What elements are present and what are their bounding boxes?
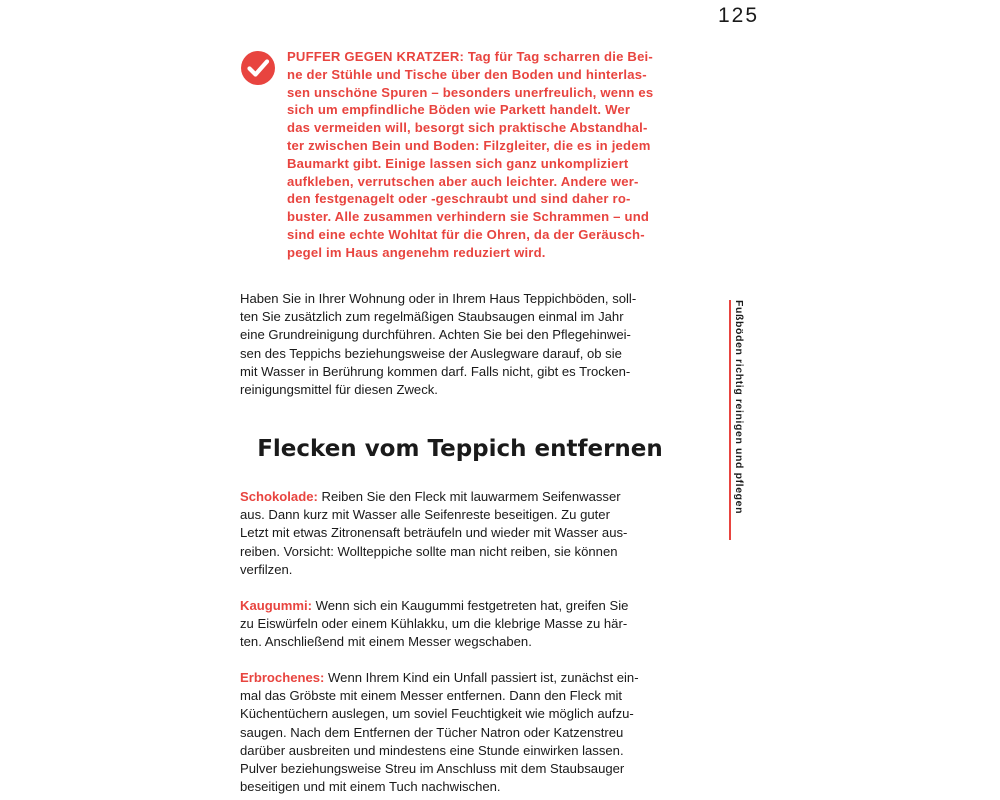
tip-line: pegel im Haus angenehm reduziert wird. [287,244,546,260]
intro-line: reinigungsmittel für diesen Zweck. [240,382,438,398]
entry-term: Kaugummi: [240,598,313,613]
tip-line: sen unschöne Spuren – besonders unerfreulich, wenn es [287,84,654,100]
tip-line: ter zwischen Bein und Boden: Filzgleiter, die es in jedem [287,137,651,153]
entry-line: Pulver beziehungsweise Streu im Anschluss mit dem Staubsauger [240,761,625,777]
entry-first-line [240,669,680,687]
intro-line: ten Sie zusätzlich zum regelmäßigen Staubsaugen einmal im Jahr [240,309,624,325]
entry-first-line [240,488,680,506]
entry-line: zu Eiswürfeln oder einem Kühlakku, um die klebrige Masse zu här- [240,616,628,632]
section-heading: Flecken vom Teppich entfernen [257,436,663,462]
tip-line: sich um empfindliche Böden wie Parkett handelt. Wer [287,102,631,118]
tip-line: sind eine echte Wohltat für die Ohren, da der Geräusch- [287,226,645,242]
intro-paragraph [240,290,680,399]
entry-first-line [240,597,680,615]
entry-line: mal das Gröbste mit einem Messer entfernen. Dann den Fleck mit [240,688,623,704]
intro-line: sen des Teppichs beziehungsweise der Auslegware darauf, ob sie [240,345,622,361]
tip-line: ne der Stühle und Tische über den Boden und hinterlas- [287,66,647,82]
entry-kaugummi [240,597,680,652]
tip-line: Baumarkt gibt. Einige lassen sich ganz unkompliziert [287,155,629,171]
page-number: 125 [718,4,760,27]
side-rule [729,300,731,540]
entry-line: verfilzen. [240,561,293,577]
entry-text: Wenn Ihrem Kind ein Unfall passiert ist, zunächst ein- [324,670,639,685]
chapter-side-label-text: Fußböden richtig reinigen und pflegen [733,300,745,515]
entry-erbrochenes [240,669,680,796]
tip-line: PUFFER GEGEN KRATZER: Tag für Tag scharren die Bei- [287,49,653,64]
tip-box [240,48,690,262]
entry-schokolade [240,488,680,579]
entry-line: ten. Anschließend mit einem Messer wegschaben. [240,634,532,650]
tip-line: das vermeiden will, besorgt sich praktische Abstandhal- [287,120,648,136]
intro-line: eine Grundreinigung durchführen. Achten Sie bei den Pflegehinwei- [240,327,631,343]
entry-line: reiben. Vorsicht: Wollteppiche sollte man nicht reiben, sie können [240,543,618,559]
chapter-side-label [733,300,747,540]
intro-line: Haben Sie in Ihrer Wohnung oder in Ihrem Haus Teppichböden, soll- [240,291,637,306]
entry-line: aus. Dann kurz mit Wasser alle Seifenreste beseitigen. Zu guter [240,507,610,523]
tip-line: den festgenagelt oder -geschraubt und sind daher ro- [287,191,631,207]
entry-line: beseitigen und mit einem Tuch nachwischen. [240,779,501,795]
entry-text: Wenn sich ein Kaugummi festgetreten hat, greifen Sie [312,598,629,613]
entry-text: Reiben Sie den Fleck mit lauwarmem Seifenwasser [317,489,621,504]
tip-line: buster. Alle zusammen verhindern sie Schrammen – und [287,209,650,225]
entry-line: Letzt mit etwas Zitronensaft beträufeln und wieder mit Wasser aus- [240,525,628,541]
intro-line: mit Wasser in Berührung kommen darf. Falls nicht, gibt es Trocken- [240,363,631,379]
entry-term: Schokolade: [240,489,318,504]
tip-text [287,48,682,262]
entry-line: Küchentüchern auslegen, um soviel Feuchtigkeit wie möglich aufzu- [240,706,634,722]
check-circle-icon [240,50,276,86]
entry-term: Erbrochenes: [240,670,325,685]
entry-line: saugen. Nach dem Entfernen der Tücher Natron oder Katzenstreu [240,724,624,740]
tip-line: aufkleben, verrutschen aber auch leichter. Andere wer- [287,173,639,189]
entry-line: darüber ausbreiten und mindestens eine Stunde einwirken lassen. [240,742,624,758]
